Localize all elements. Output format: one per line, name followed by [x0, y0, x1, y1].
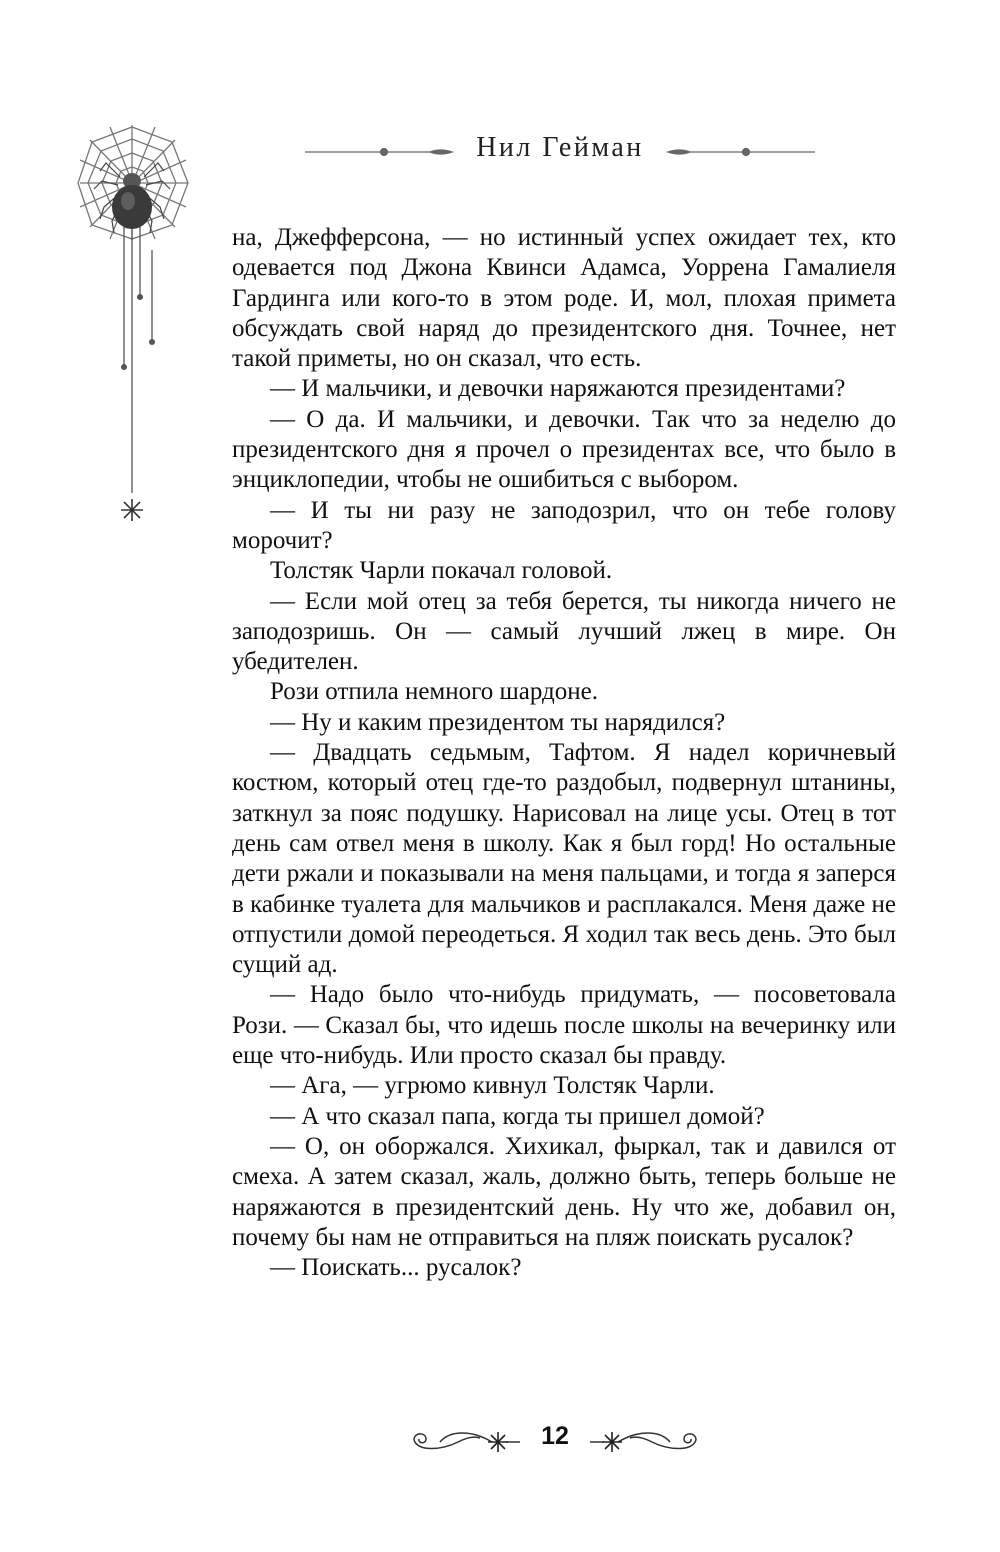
author-name: Нил Гейман	[476, 132, 644, 163]
spider-web-ornament	[70, 115, 200, 540]
paragraph: Рози отпила немного шардоне.	[270, 678, 598, 706]
paragraph: — Если мой отец за тебя берется, ты никогда ничего не заподозришь. Он — самый лучший лжец в мире. Он убедителен.	[232, 587, 896, 676]
paragraph: — О да. И мальчики, и девочки. Так что за неделю до президентского дня я прочел о президентах все, что было в энциклопедии, чтобы не ошибиться с выбором.	[232, 405, 896, 494]
body-text	[232, 223, 896, 1283]
paragraph: — Двадцать седьмым, Тафтом. Я надел коричневый костюм, который отец где-то раздобыл, подвернул штанины, заткнул за пояс подушку. Нарисовал на лице усы. Отец в тот день сам отвел меня в школу. Как я был горд! Но остальные дети ржали и показывали на меня пальцами, и тогда я заперся в кабинке туалета для мальчиков и расплакался. Меня даже не отпустили домой переодеться. Я ходил так весь день. Это был сущий ад.	[232, 739, 896, 979]
paragraph: — Ага, — угрюмо кивнул Толстяк Чарли.	[270, 1072, 715, 1100]
paragraph: — Надо было что-нибудь придумать, — посоветовала Рози. — Сказал бы, что идешь после школы на вечеринку или еще что-нибудь. Или просто сказал бы правду.	[232, 981, 896, 1070]
paragraph: — И ты ни разу не заподозрил, что он тебе голову морочит?	[232, 496, 896, 554]
paragraph: — О, он оборжался. Хихикал, фыркал, так и давился от смеха. А затем сказал, жаль, должно быть, теперь больше не наряжаются в президентский день. Ну что же, добавил он, почему бы нам не отправиться на пляж поискать русалок?	[232, 1132, 896, 1251]
paragraph: — Поискать... русалок?	[270, 1254, 522, 1282]
paragraph: на, Джефферсона, — но истинный успех ожидает тех, кто одевается под Джона Квинси Адамса, Уоррена Гамалиеля Гардинга или кого-то в этом роде. И, мол, плохая примета обсуждать свой наряд до президентского дня. Точнее, нет такой приметы, но он сказал, что есть.	[232, 224, 896, 373]
paragraph: Толстяк Чарли покачал головой.	[270, 557, 613, 585]
page-footer	[400, 1420, 710, 1460]
paragraph: — А что сказал папа, когда ты пришел домой?	[270, 1102, 765, 1130]
paragraph: — Ну и каким президентом ты нарядился?	[270, 708, 726, 736]
page-number: 12	[541, 1422, 569, 1450]
running-header	[300, 128, 820, 172]
paragraph: — И мальчики, и девочки наряжаются президентами?	[270, 375, 846, 403]
spider-web-icon	[70, 115, 200, 535]
